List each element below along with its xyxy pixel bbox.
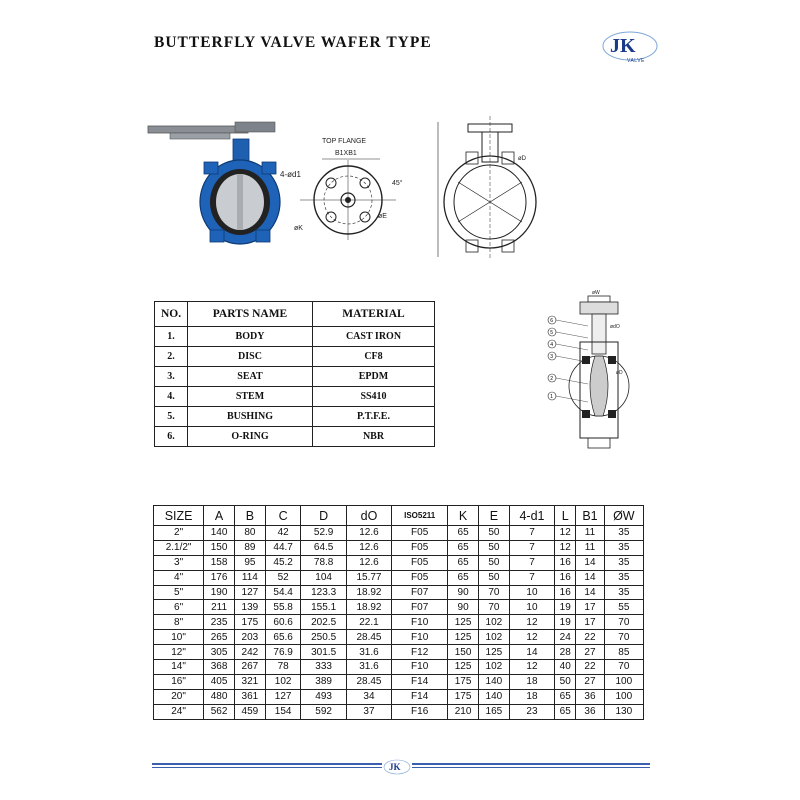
dimension-cell: 24"	[154, 704, 204, 719]
dimension-cell: 65	[448, 570, 479, 585]
dimension-cell: 125	[448, 660, 479, 675]
dimension-cell: 493	[301, 689, 346, 704]
dimension-cell: 242	[234, 645, 265, 660]
dimension-cell: 54.4	[265, 585, 301, 600]
dimension-cell: 158	[204, 555, 235, 570]
w-label: øW	[592, 290, 600, 296]
top-flange-drawing	[280, 130, 410, 245]
dimension-cell: 18.92	[346, 585, 391, 600]
dimension-cell: 4"	[154, 570, 204, 585]
callout-marker	[548, 316, 588, 326]
part-material: EPDM	[313, 367, 435, 387]
part-no: 5.	[155, 407, 188, 427]
dimension-cell: F05	[392, 555, 448, 570]
part-no: 6.	[155, 427, 188, 447]
dimension-cell: 65	[555, 689, 576, 704]
dimension-cell: 20"	[154, 689, 204, 704]
dimension-cell: 301.5	[301, 645, 346, 660]
dimension-header-cell: ISO5211	[392, 506, 448, 526]
dimension-cell: 31.6	[346, 660, 391, 675]
dimension-cell: 140	[478, 689, 509, 704]
dimension-cell: F14	[392, 674, 448, 689]
dimension-cell: 267	[234, 660, 265, 675]
dimension-cell: 34	[346, 689, 391, 704]
dimension-cell: F10	[392, 630, 448, 645]
dimension-cell: 85	[604, 645, 643, 660]
bolt-label: 4-ød1	[280, 170, 301, 179]
logo-subtitle: VALVE	[627, 58, 645, 64]
dimension-cell: 70	[604, 615, 643, 630]
dimension-cell: 35	[604, 555, 643, 570]
dimension-cell: 7	[509, 555, 554, 570]
dimension-cell: 16	[555, 555, 576, 570]
dimension-cell: 70	[604, 660, 643, 675]
dimension-cell: 70	[478, 600, 509, 615]
top-flange-label: TOP FLANGE	[322, 138, 367, 145]
dimension-table-row	[154, 689, 644, 704]
dimension-cell: 2"	[154, 526, 204, 541]
dimension-cell: 22.1	[346, 615, 391, 630]
dimension-cell: 12	[509, 615, 554, 630]
dimension-cell: 155.1	[301, 600, 346, 615]
dimension-cell: 50	[478, 570, 509, 585]
dimension-cell: 130	[604, 704, 643, 719]
dimension-cell: 14"	[154, 660, 204, 675]
dimension-cell: 65	[448, 526, 479, 541]
dimension-cell: 175	[448, 689, 479, 704]
dimension-cell: 10	[509, 600, 554, 615]
dimension-cell: 123.3	[301, 585, 346, 600]
dimension-cell: 150	[448, 645, 479, 660]
dimension-cell: 11	[576, 540, 604, 555]
do-label: ødO	[610, 324, 620, 330]
parts-table	[154, 301, 435, 447]
dimension-cell: 76.9	[265, 645, 301, 660]
dimension-cell: 592	[301, 704, 346, 719]
dimension-cell: 562	[204, 704, 235, 719]
dimension-cell: 140	[204, 526, 235, 541]
dimension-cell: 60.6	[265, 615, 301, 630]
dimension-header-cell: A	[204, 506, 235, 526]
dimension-cell: 16	[555, 570, 576, 585]
dimension-cell: 265	[204, 630, 235, 645]
dimension-cell: 40	[555, 660, 576, 675]
dimension-cell: F16	[392, 704, 448, 719]
dimension-cell: 27	[576, 645, 604, 660]
parts-table-row	[155, 327, 435, 347]
dimension-cell: 31.6	[346, 645, 391, 660]
footer-logo-mark: JK	[389, 762, 401, 772]
dimension-cell: 3"	[154, 555, 204, 570]
dimension-cell: 12	[555, 526, 576, 541]
dimension-cell: 14	[576, 570, 604, 585]
dimension-cell: 22	[576, 660, 604, 675]
dimension-cell: 154	[265, 704, 301, 719]
dimension-cell: 150	[204, 540, 235, 555]
dimension-cell: 37	[346, 704, 391, 719]
dimension-header-cell: ØW	[604, 506, 643, 526]
dimension-cell: 65	[555, 704, 576, 719]
dimension-cell: 17	[576, 600, 604, 615]
callout-number: 1	[550, 394, 554, 400]
dimension-cell: 95	[234, 555, 265, 570]
dimension-cell: F07	[392, 585, 448, 600]
dimension-cell: 127	[234, 585, 265, 600]
dimension-cell: 190	[204, 585, 235, 600]
dimension-table-row	[154, 540, 644, 555]
dimension-cell: F14	[392, 689, 448, 704]
dimension-cell: 17	[576, 615, 604, 630]
parts-table-row	[155, 347, 435, 367]
part-material: CF8	[313, 347, 435, 367]
dimension-cell: 36	[576, 689, 604, 704]
dimension-cell: 50	[478, 555, 509, 570]
dimension-cell: 203	[234, 630, 265, 645]
dimension-cell: 65.6	[265, 630, 301, 645]
footer-logo	[382, 757, 412, 777]
valve-photo	[140, 120, 290, 250]
dimension-cell: 102	[265, 674, 301, 689]
dimension-header-cell: 4-d1	[509, 506, 554, 526]
dimension-table-row	[154, 615, 644, 630]
dimension-cell: 19	[555, 615, 576, 630]
part-name: BODY	[188, 327, 313, 347]
dimension-cell: 405	[204, 674, 235, 689]
dimension-cell: F12	[392, 645, 448, 660]
dimension-cell: 12.6	[346, 526, 391, 541]
dimension-cell: 19	[555, 600, 576, 615]
dimension-cell: 480	[204, 689, 235, 704]
dimension-cell: 5"	[154, 585, 204, 600]
dimension-table	[153, 505, 644, 720]
parts-table-row	[155, 407, 435, 427]
header-material: MATERIAL	[313, 302, 435, 327]
document-title: BUTTERFLY VALVE WAFER TYPE	[154, 34, 432, 51]
dimension-table-row	[154, 704, 644, 719]
dimension-cell: 42	[265, 526, 301, 541]
flange-b-label: B1XB1	[335, 150, 357, 157]
dimension-cell: 14	[576, 555, 604, 570]
dimension-cell: 16	[555, 585, 576, 600]
dimension-cell: 125	[448, 615, 479, 630]
dimension-cell: 14	[576, 585, 604, 600]
dimension-table-row	[154, 570, 644, 585]
dimension-header-cell: dO	[346, 506, 391, 526]
dimension-cell: 55.8	[265, 600, 301, 615]
dimension-cell: 80	[234, 526, 265, 541]
dimension-header-cell: K	[448, 506, 479, 526]
part-no: 3.	[155, 367, 188, 387]
callout-number: 2	[550, 376, 554, 382]
dimension-cell: 70	[478, 585, 509, 600]
dimension-cell: 102	[478, 660, 509, 675]
dimension-cell: 389	[301, 674, 346, 689]
dimension-cell: 361	[234, 689, 265, 704]
dimension-cell: 24	[555, 630, 576, 645]
header-no: NO.	[155, 302, 188, 327]
dimension-cell: 333	[301, 660, 346, 675]
k-label: øK	[294, 225, 303, 232]
dimension-cell: 321	[234, 674, 265, 689]
dimension-cell: 165	[478, 704, 509, 719]
part-name: O-RING	[188, 427, 313, 447]
dimension-table-row	[154, 674, 644, 689]
dimension-cell: 45.2	[265, 555, 301, 570]
dimension-cell: 35	[604, 526, 643, 541]
dimension-cell: 2.1/2"	[154, 540, 204, 555]
dimension-cell: 459	[234, 704, 265, 719]
angle-label: 45°	[392, 180, 403, 187]
parts-table-row	[155, 367, 435, 387]
section-view-drawing	[540, 282, 640, 457]
dimension-cell: 125	[478, 645, 509, 660]
part-name: STEM	[188, 387, 313, 407]
dimension-cell: F07	[392, 600, 448, 615]
dimension-cell: 27	[576, 674, 604, 689]
dimension-cell: 368	[204, 660, 235, 675]
dimension-cell: 102	[478, 630, 509, 645]
dimension-cell: 210	[448, 704, 479, 719]
dimension-cell: 100	[604, 689, 643, 704]
part-name: DISC	[188, 347, 313, 367]
dimension-cell: 18	[509, 689, 554, 704]
part-no: 4.	[155, 387, 188, 407]
dimension-cell: 12	[509, 630, 554, 645]
header-parts-name: PARTS NAME	[188, 302, 313, 327]
dimension-cell: 140	[478, 674, 509, 689]
dimension-cell: 139	[234, 600, 265, 615]
dimension-cell: 23	[509, 704, 554, 719]
dimension-header-cell: D	[301, 506, 346, 526]
dimension-cell: 70	[604, 630, 643, 645]
dimension-cell: 16"	[154, 674, 204, 689]
dimension-cell: 12	[555, 540, 576, 555]
dimension-cell: 7	[509, 526, 554, 541]
dimension-cell: 125	[448, 630, 479, 645]
dimension-header-cell: L	[555, 506, 576, 526]
dimension-cell: 12"	[154, 645, 204, 660]
callout-number: 3	[550, 354, 554, 360]
dimension-cell: 102	[478, 615, 509, 630]
dimension-cell: 28.45	[346, 630, 391, 645]
dimension-cell: 235	[204, 615, 235, 630]
front-view-drawing	[430, 112, 545, 262]
dimension-cell: 44.7	[265, 540, 301, 555]
dimension-cell: 35	[604, 570, 643, 585]
dimension-cell: 50	[555, 674, 576, 689]
dimension-cell: 305	[204, 645, 235, 660]
dimension-cell: 18.92	[346, 600, 391, 615]
callout-marker	[548, 392, 588, 402]
dimension-cell: 8"	[154, 615, 204, 630]
dimension-cell: 12.6	[346, 540, 391, 555]
dimension-cell: 52	[265, 570, 301, 585]
dimension-cell: 12.6	[346, 555, 391, 570]
dimension-cell: 211	[204, 600, 235, 615]
dimension-header-cell: E	[478, 506, 509, 526]
dimension-header-cell: B	[234, 506, 265, 526]
part-name: SEAT	[188, 367, 313, 387]
callout-number: 5	[550, 330, 554, 336]
dimension-cell: 176	[204, 570, 235, 585]
part-material: CAST IRON	[313, 327, 435, 347]
dimension-cell: 100	[604, 674, 643, 689]
logo-mark: JK	[610, 35, 636, 57]
dimension-cell: 6"	[154, 600, 204, 615]
dimension-cell: 7	[509, 570, 554, 585]
dimension-table-header	[154, 506, 644, 526]
dimension-cell: 35	[604, 540, 643, 555]
dimension-cell: 114	[234, 570, 265, 585]
dimension-cell: 22	[576, 630, 604, 645]
dimension-cell: 28.45	[346, 674, 391, 689]
dimension-cell: F10	[392, 660, 448, 675]
dimension-cell: F05	[392, 540, 448, 555]
dimension-table-row	[154, 585, 644, 600]
callout-marker	[548, 328, 588, 338]
dimension-cell: 202.5	[301, 615, 346, 630]
parts-table-header	[155, 302, 435, 327]
dimension-cell: 12	[509, 660, 554, 675]
part-material: P.T.F.E.	[313, 407, 435, 427]
dimension-cell: 90	[448, 600, 479, 615]
dimension-table-row	[154, 645, 644, 660]
dimension-header-cell: C	[265, 506, 301, 526]
dimension-cell: 15.77	[346, 570, 391, 585]
dimension-cell: 7	[509, 540, 554, 555]
dimension-cell: F05	[392, 570, 448, 585]
dimension-table-row	[154, 660, 644, 675]
dimension-header-cell: B1	[576, 506, 604, 526]
part-name: BUSHING	[188, 407, 313, 427]
dimension-cell: 175	[448, 674, 479, 689]
dimension-cell: F05	[392, 526, 448, 541]
dimension-cell: 10"	[154, 630, 204, 645]
part-material: NBR	[313, 427, 435, 447]
part-no: 1.	[155, 327, 188, 347]
dimension-cell: 52.9	[301, 526, 346, 541]
dimension-cell: 104	[301, 570, 346, 585]
dimension-cell: 65	[448, 555, 479, 570]
dimension-table-row	[154, 555, 644, 570]
dimension-cell: 50	[478, 540, 509, 555]
dimension-table-row	[154, 630, 644, 645]
callout-marker	[548, 374, 588, 384]
dimension-table-row	[154, 526, 644, 541]
dimension-cell: 78	[265, 660, 301, 675]
dimension-cell: 127	[265, 689, 301, 704]
dimension-cell: 78.8	[301, 555, 346, 570]
dimension-cell: 18	[509, 674, 554, 689]
dimension-table-row	[154, 600, 644, 615]
dimension-cell: 36	[576, 704, 604, 719]
dimension-cell: 50	[478, 526, 509, 541]
dimension-cell: 250.5	[301, 630, 346, 645]
dimension-cell: 14	[509, 645, 554, 660]
d-label-section: øD	[616, 370, 623, 376]
dimension-cell: 175	[234, 615, 265, 630]
part-no: 2.	[155, 347, 188, 367]
dimension-cell: 35	[604, 585, 643, 600]
part-material: SS410	[313, 387, 435, 407]
dimension-cell: 89	[234, 540, 265, 555]
parts-table-row	[155, 387, 435, 407]
e-label: øE	[378, 213, 387, 220]
dimension-header-cell: SIZE	[154, 506, 204, 526]
parts-table-row	[155, 427, 435, 447]
callout-number: 4	[550, 342, 554, 348]
d-label-front: øD	[518, 156, 526, 162]
dimension-cell: 10	[509, 585, 554, 600]
dimension-cell: 64.5	[301, 540, 346, 555]
dimension-cell: 11	[576, 526, 604, 541]
dimension-cell: 90	[448, 585, 479, 600]
callout-number: 6	[550, 318, 554, 324]
dimension-cell: 28	[555, 645, 576, 660]
dimension-cell: 55	[604, 600, 643, 615]
dimension-cell: F10	[392, 615, 448, 630]
dimension-cell: 65	[448, 540, 479, 555]
